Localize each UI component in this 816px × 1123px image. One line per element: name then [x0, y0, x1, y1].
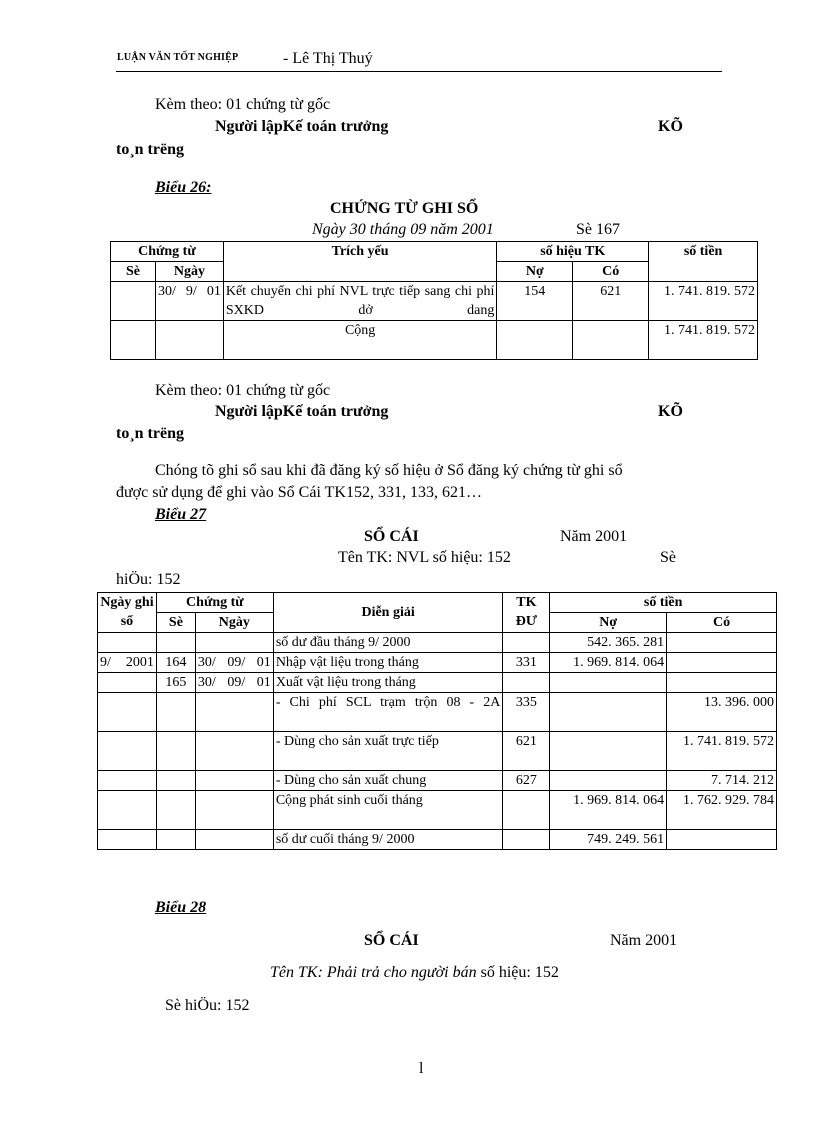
cell-ngay-ghi [98, 693, 157, 732]
cell-so [156, 732, 195, 771]
cell-ngay [195, 633, 273, 653]
bieu-26-title: CHỨNG TỪ GHI SỔ [330, 200, 479, 217]
cell-ngay [195, 693, 273, 732]
cell-co: 1. 741. 819. 572 [667, 732, 777, 771]
bieu-28-year: Năm 2001 [610, 932, 678, 949]
cell-so [156, 693, 195, 732]
bieu-26-table [110, 241, 758, 360]
table-row [98, 693, 777, 732]
col-so-tien: số tiền [550, 593, 777, 613]
cell-dien-giai: - Dùng cho sản xuất trực tiếp [273, 732, 503, 771]
cell-ngay [195, 732, 273, 771]
table-row [98, 673, 777, 693]
attachment-note: Kèm theo: 01 chứng từ gốc [155, 96, 331, 113]
col-dien-giai: Diễn giải [273, 593, 503, 633]
col-tk-du: TK ĐƯ [503, 593, 550, 633]
bieu-27-account: Tên TK: NVL số hiệu: 152 [338, 549, 511, 566]
col-so: Sè [156, 613, 195, 633]
page-number: l [419, 1060, 424, 1077]
paragraph-line-1: Chóng tõ ghi sổ sau khi đã đăng ký số hiệu ở Sổ đăng ký chứng từ ghi sổ [155, 462, 623, 479]
cell-tk: 627 [503, 771, 550, 791]
cell-tk: 621 [503, 732, 550, 771]
cell-dien-giai: số dư đầu tháng 9/ 2000 [273, 633, 503, 653]
cell-dien-giai: - Dùng cho sản xuất chung [273, 771, 503, 791]
cell-ngay [195, 830, 273, 850]
bieu-28-label: Biểu 28 [155, 899, 207, 916]
table-row [98, 830, 777, 850]
cell-co [667, 673, 777, 693]
col-ngay: Ngày [195, 613, 273, 633]
signers-line: Người lậpKế toán trưởng [215, 118, 389, 135]
cell-co [667, 633, 777, 653]
cell-no: 1. 969. 814. 064 [550, 791, 667, 830]
cell-no [550, 673, 667, 693]
cell-tk [503, 791, 550, 830]
cell-so: 164 [156, 653, 195, 673]
col-so-hieu-tk: số hiệu TK [497, 242, 649, 262]
bieu-28-account-code: số hiệu: 152 [480, 964, 559, 981]
cell-no: 542. 365. 281 [550, 633, 667, 653]
col-so-tien: số tiền [649, 242, 758, 282]
cell-ngay-ghi [98, 633, 157, 653]
cell-ngay-ghi [98, 732, 157, 771]
cell-no: 749. 249. 561 [550, 830, 667, 850]
running-header-author: - Lê Thị Thuý [283, 50, 373, 67]
cell-co: 7. 714. 212 [667, 771, 777, 791]
cell-no [550, 693, 667, 732]
cell-so [111, 282, 156, 321]
cell-co [667, 830, 777, 850]
running-header-title: LUẬN VĂN TỐT NGHIỆP [117, 52, 239, 63]
cell-co [667, 653, 777, 673]
cell-ngay: 30/ 09/ 01 [195, 653, 273, 673]
cell-tk: 335 [503, 693, 550, 732]
cell-ngay-ghi [98, 673, 157, 693]
table-row [98, 732, 777, 771]
cell-co: 621 [573, 282, 649, 321]
bieu-26-date: Ngày 30 tháng 09 năm 2001 [312, 221, 494, 238]
cell-no [550, 771, 667, 791]
cell-ngay [195, 771, 273, 791]
cell-no: 1. 969. 814. 064 [550, 653, 667, 673]
cell-so: 165 [156, 673, 195, 693]
total-label: Cộng [223, 321, 497, 360]
col-co: Có [573, 262, 649, 282]
cell-trich-yeu: Kết chuyển chi phí NVL trực tiếp sang chi phí SXKD dở dang [223, 282, 497, 321]
bieu-27-se: Sè [660, 549, 676, 566]
cell-ngay-ghi [98, 791, 157, 830]
cell-ngay: 30/ 09/ 01 [195, 673, 273, 693]
cell-dien-giai: số dư cuối tháng 9/ 2000 [273, 830, 503, 850]
header-rule [116, 71, 722, 72]
col-no: Nợ [550, 613, 667, 633]
cell-dien-giai: Cộng phát sinh cuối tháng [273, 791, 503, 830]
cell-so [156, 771, 195, 791]
total-value: 1. 741. 819. 572 [649, 321, 758, 360]
paragraph-line-2: được sử dụng để ghi vào Sổ Cái TK152, 331, 133, 621… [116, 484, 482, 501]
bieu-26-label: Biểu 26: [155, 179, 212, 196]
cell-tk: 331 [503, 653, 550, 673]
bieu-27-year: Năm 2001 [560, 528, 628, 545]
cell-so [156, 633, 195, 653]
col-so: Sè [111, 262, 156, 282]
col-co: Có [667, 613, 777, 633]
bieu-27-ledger-table [97, 592, 777, 850]
table-row [98, 633, 777, 653]
bieu-27-label: Biểu 27 [155, 506, 207, 523]
cell-ngay-ghi [98, 830, 157, 850]
cell-so [156, 791, 195, 830]
cell-no [550, 732, 667, 771]
table-row [98, 791, 777, 830]
table-row [98, 653, 777, 673]
col-ngay: Ngày [155, 262, 223, 282]
bieu-27-hieu: hiÖu: 152 [116, 571, 181, 588]
bieu-28-account-name: Tên TK: Phải trả cho người bán [270, 964, 477, 981]
col-chung-tu: Chứng từ [156, 593, 273, 613]
attachment-note-2: Kèm theo: 01 chứng từ gốc [155, 382, 331, 399]
cell-ngay [195, 791, 273, 830]
cell-ngay-ghi [98, 771, 157, 791]
col-no: Nợ [497, 262, 573, 282]
signer-ketoan-cont-2: to¸n trëng [116, 425, 184, 442]
cell-tien: 1. 741. 819. 572 [649, 282, 758, 321]
signer-ketoan-cont: to¸n trëng [116, 141, 184, 158]
cell-co: 13. 396. 000 [667, 693, 777, 732]
bieu-28-se-hieu: Sè hiÖu: 152 [165, 997, 250, 1014]
bieu-27-title: SỔ CÁI [364, 528, 419, 545]
cell-tk [503, 633, 550, 653]
bieu-26-number: Sè 167 [576, 221, 620, 238]
col-ngay-ghi-so: Ngày ghi sổ [98, 593, 157, 633]
table-row [111, 282, 758, 321]
bieu-28-title: SỔ CÁI [364, 932, 419, 949]
col-chung-tu: Chứng từ [111, 242, 224, 262]
cell-dien-giai: Xuất vật liệu trong tháng [273, 673, 503, 693]
signers-line-2: Người lậpKế toán trưởng [215, 403, 389, 420]
cell-co: 1. 762. 929. 784 [667, 791, 777, 830]
cell-so [156, 830, 195, 850]
cell-ngay: 30/ 9/ 01 [155, 282, 223, 321]
signer-ketoan: KÕ [658, 118, 683, 135]
col-trich-yeu: Trích yếu [223, 242, 497, 282]
bieu-28-account [270, 964, 559, 982]
cell-tk [503, 673, 550, 693]
cell-dien-giai: Nhập vật liệu trong tháng [273, 653, 503, 673]
cell-ngay-ghi: 9/ 2001 [98, 653, 157, 673]
cell-dien-giai: - Chi phí SCL trạm trộn 08 - 2A [273, 693, 503, 732]
cell-tk [503, 830, 550, 850]
table-row [98, 771, 777, 791]
cell-no: 154 [497, 282, 573, 321]
signer-ketoan-2: KÕ [658, 403, 683, 420]
table-row-total [111, 321, 758, 360]
